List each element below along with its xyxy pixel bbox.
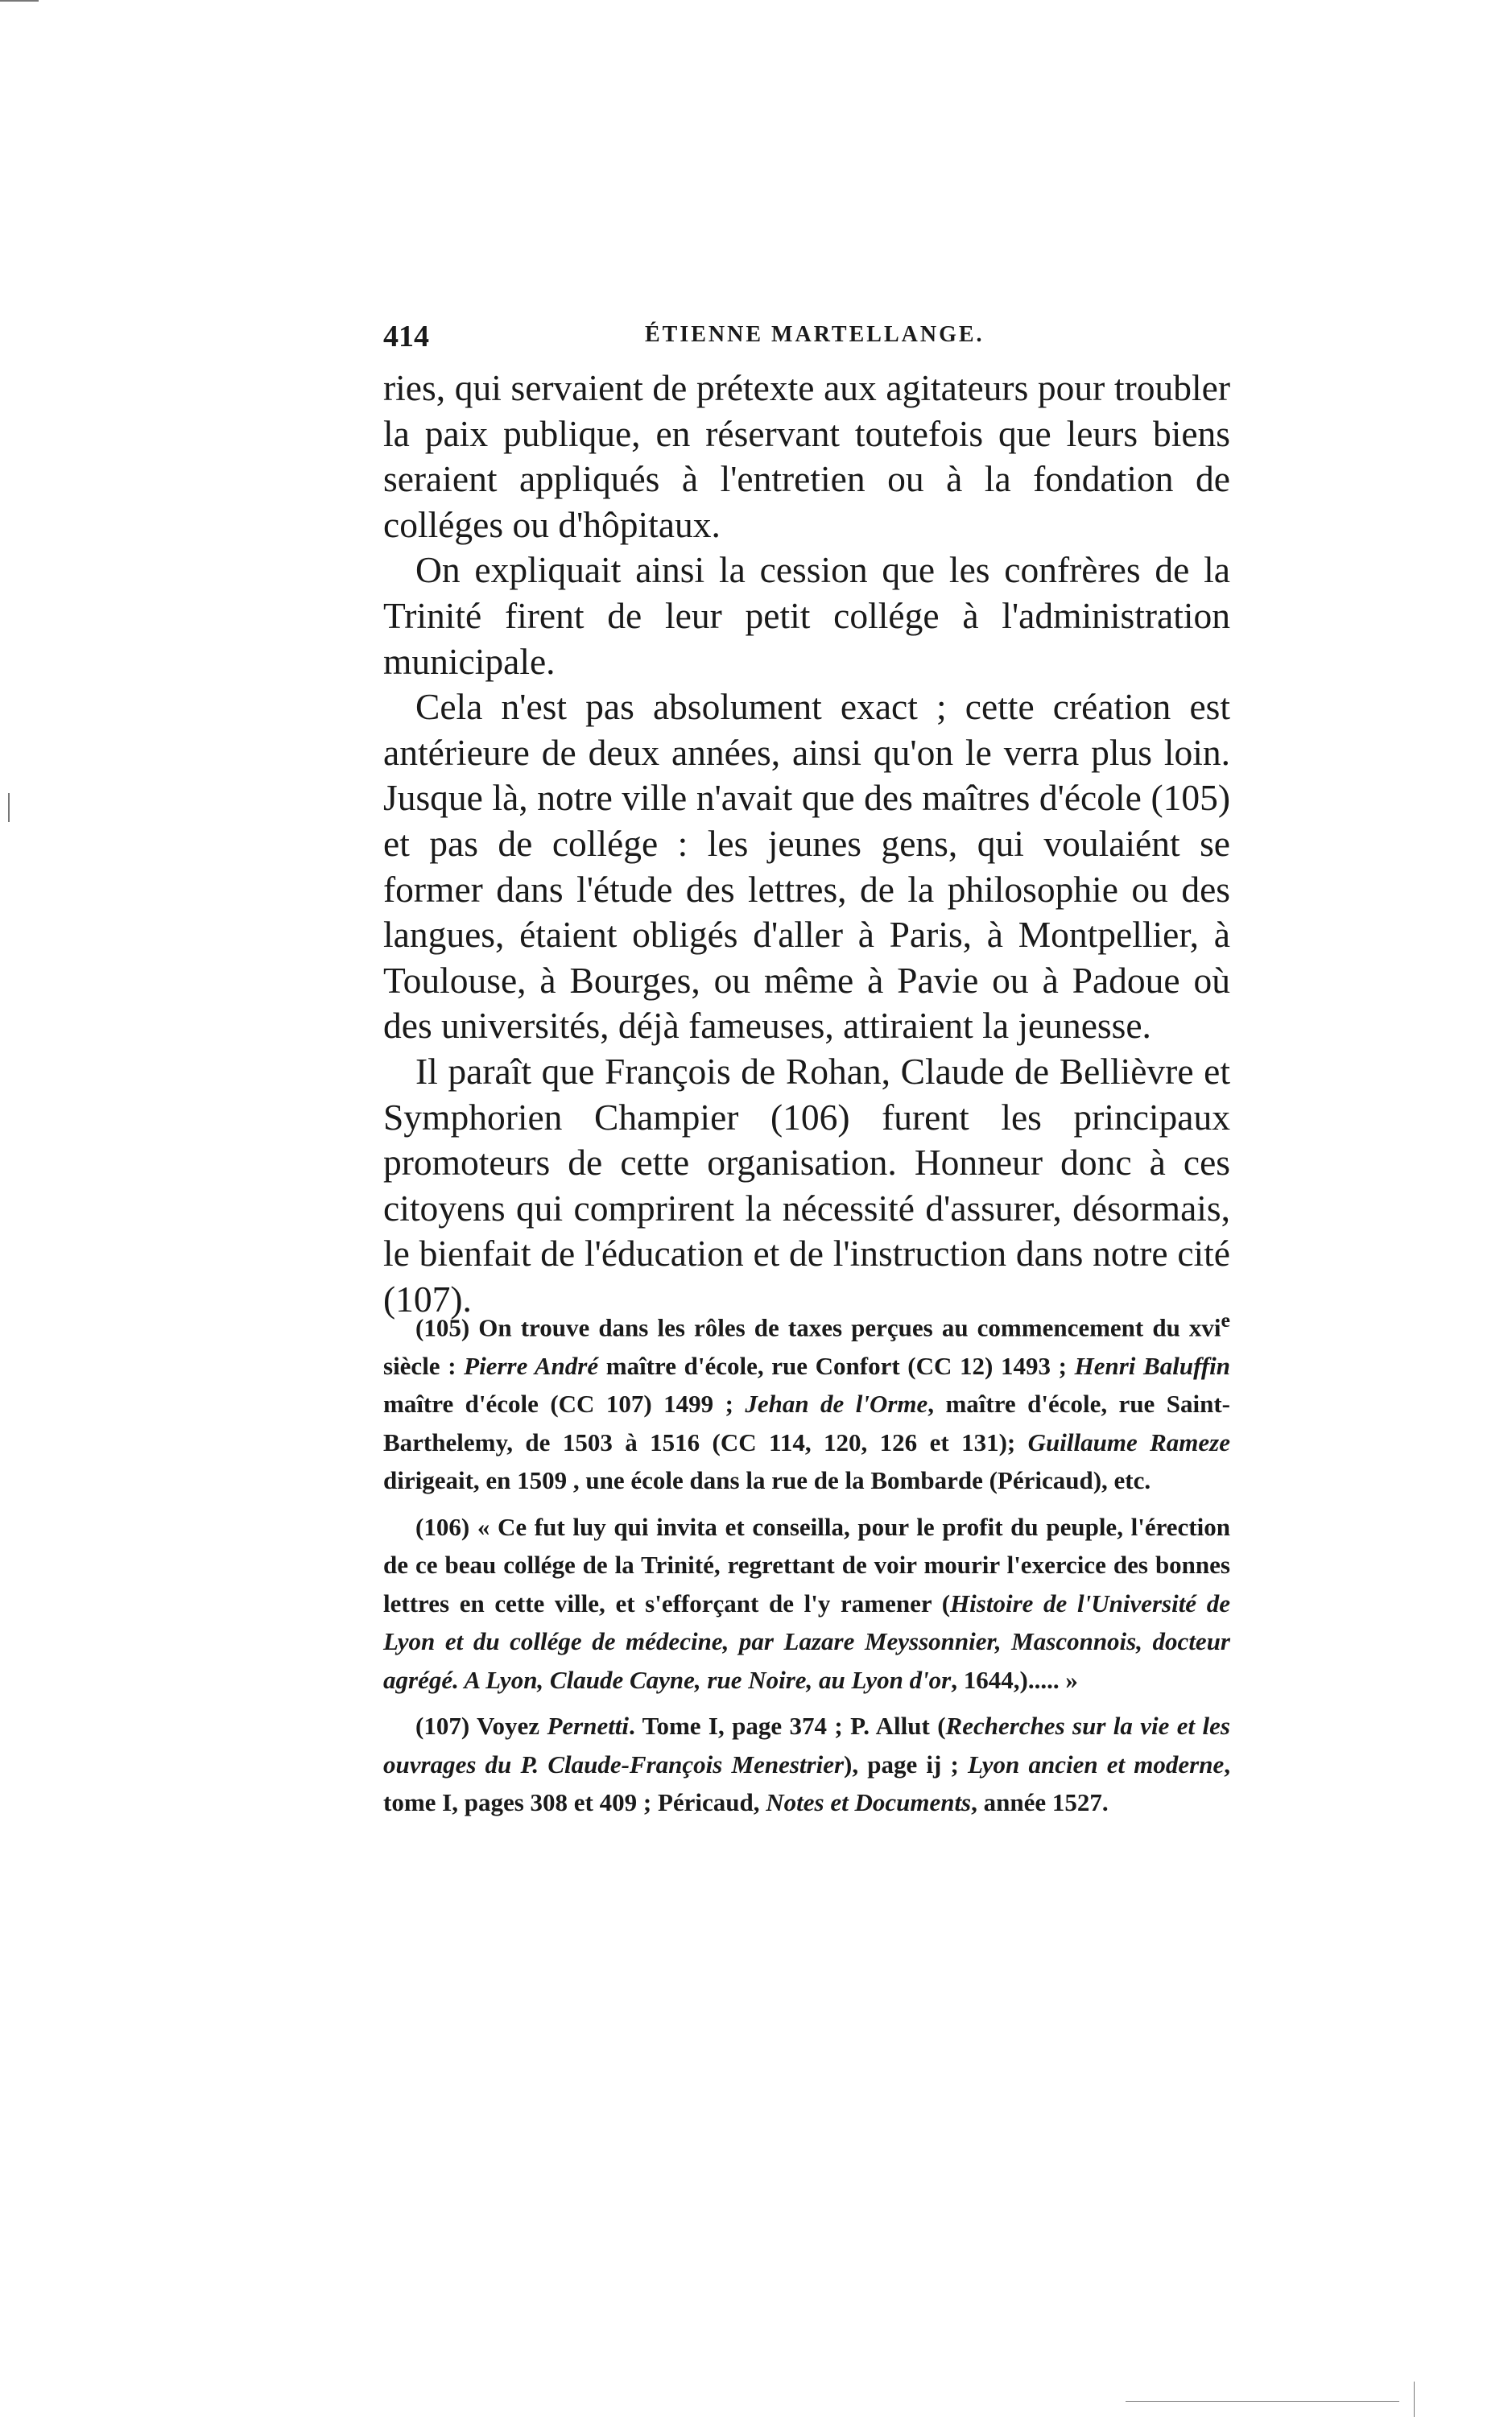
footnote-105: (105) On trouve dans les rôles de taxes perçues au commencement du xvi$^e$ siècle : Pierre André maître d'école, rue Confort (CC 12) 1493 ; Henri Baluffin maître d'école (CC 107) 1499 ; Jehan de l'Orme, maître d'école, rue Saint-Barthelemy, de 1503 à 1516 (CC 114, 120, 126 et 131); Guillaume Rameze dirigeait, en 1509 , une école dans la rue de la Bombarde (Péricaud), etc. <box>383 1308 1231 1495</box>
page-number: 414 <box>383 320 429 353</box>
margin-mark <box>8 793 10 822</box>
footnote-106: (106) « Ce fut luy qui invita et conseilla, pour le profit du peuple, l'érection de ce beau collége de la Trinité, regrettant de voir mourir l'exercice des bonnes lettres en cette ville, et s'efforçant de l'y ramener (Histoire de l'Université de Lyon et du collége de médecine, par Lazare Meyssonnier, Masconnois, docteur agrégé. A Lyon, Claude Cayne, rue Noire, au Lyon d'or, 1644,)..... » <box>383 1512 1230 1694</box>
margin-mark <box>1126 2401 1399 2402</box>
footnote-107: (107) Voyez Pernetti. Tome I, page 374 ; P. Allut (Recherches sur la vie et les ouvrages du P. Claude-François Menestrier), page ij ; Lyon ancien et moderne, tome I, pages 308 et 409 ; Péricaud, Notes et Documents, année 1527. <box>383 1712 1230 1817</box>
page-header <box>383 319 1229 359</box>
paragraph: ries, qui servaient de prétexte aux agitateurs pour troubler la paix publique, en réservant toutefois que leurs biens seraient appliqués à l'entretien ou à la fondation de colléges ou d'hôpitaux. <box>383 367 1230 545</box>
body-text <box>383 366 1230 1322</box>
margin-mark <box>1414 2382 1415 2417</box>
margin-mark <box>0 0 39 2</box>
paragraph: Il paraît que François de Rohan, Claude de Bellièvre et Symphorien Champier (106) furent les principaux promoteurs de cette organisation. Honneur donc à ces citoyens qui comprirent la nécessité d'assurer, désormais, le bienfait de l'éducation et de l'instruction dans notre cité (107). <box>383 1050 1230 1320</box>
paragraph: Cela n'est pas absolument exact ; cette création est antérieure de deux années, ainsi qu'on le verra plus loin. Jusque là, notre ville n'avait que des maîtres d'école (105) et pas de collége : les jeunes gens, qui voulaiént se former dans l'étude des lettres, de la philosophie ou des langues, étaient obligés d'aller à Paris, à Montpellier, à Toulouse, à Bourges, ou même à Pavie ou à Padoue où des universités, déjà fameuses, attiraient la jeunesse. <box>383 686 1230 1047</box>
running-head: ÉTIENNE MARTELLANGE. <box>645 322 985 347</box>
footnotes <box>383 1301 1230 1830</box>
paragraph: On expliquait ainsi la cession que les confrères de la Trinité firent de leur petit collége à l'administration municipale. <box>383 549 1230 682</box>
